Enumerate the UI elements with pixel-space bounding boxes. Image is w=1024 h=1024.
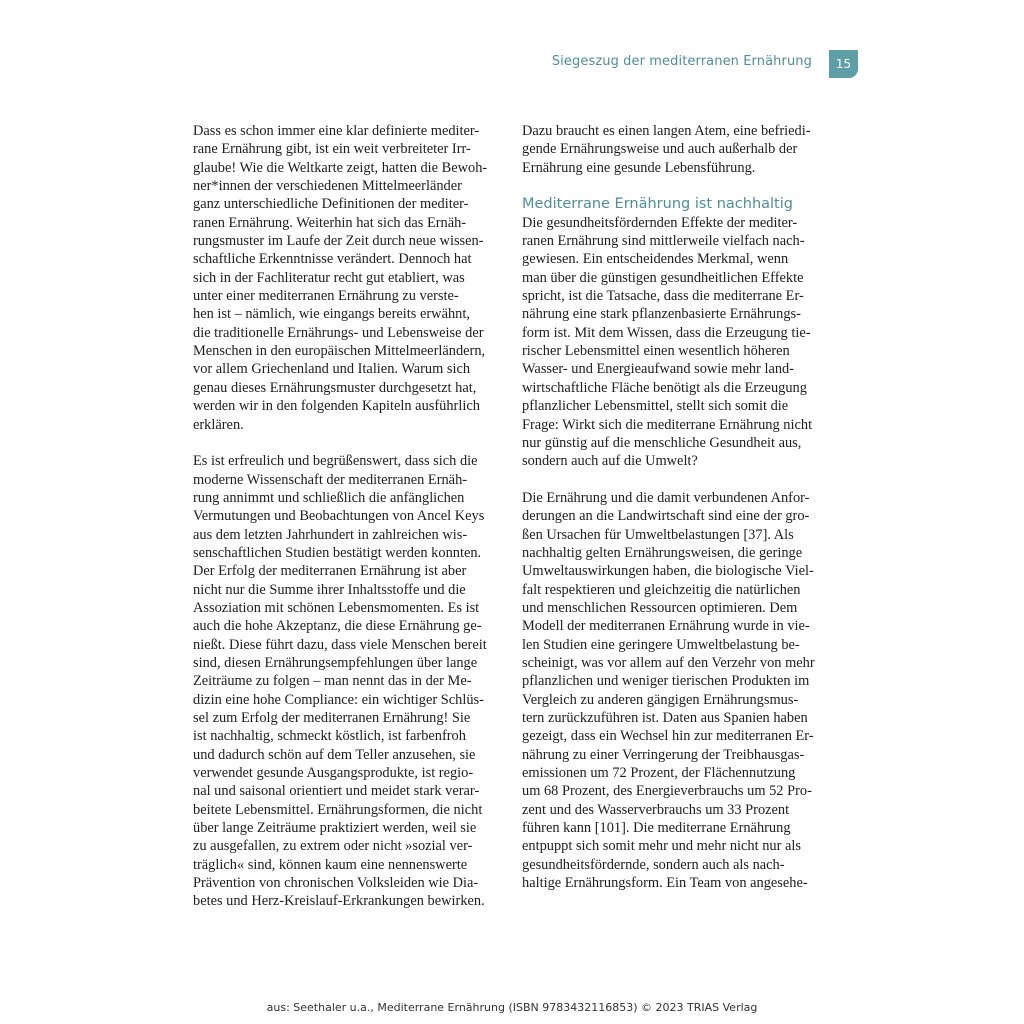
text-line: man über die günstigen gesundheitlichen Effekte (522, 269, 804, 286)
text-line: haltige Ernährungsform. Ein Team von angesehe- (522, 875, 808, 892)
text-line: Die Ernährung und die damit verbundenen Anfor- (522, 489, 810, 506)
text-line: ist nachhaltig, schmeckt köstlich, ist farbenfroh (193, 728, 466, 745)
text-line: spricht, ist die Tatsache, dass die mediterrane Er- (522, 288, 804, 305)
text-line: emissionen um 72 Prozent, der Flächennutzung (522, 765, 796, 782)
text-line: Der Erfolg der mediterranen Ernährung ist aber (193, 563, 467, 580)
text-line: falt respektieren und gleichzeitig die natürlichen (522, 581, 801, 598)
text-line: Vergleich zu anderen gängigen Ernährungsmus- (522, 691, 799, 708)
text-line: Prävention von chronischen Volksleiden wie Dia- (193, 875, 479, 892)
text-line: nießt. Diese führt dazu, dass viele Menschen bereit (193, 636, 487, 653)
text-line: unter einer mediterranen Ernährung zu verste- (193, 288, 459, 305)
text-line: nur günstig auf die menschliche Gesundheit aus, (522, 434, 802, 451)
text-line: Ernährung eine gesunde Lebensführung. (522, 159, 756, 176)
text-line: rischer Lebensmittel einen wesentlich höheren (522, 343, 790, 360)
text-line: Die gesundheitsfördernden Effekte der mediter- (522, 214, 798, 231)
text-line: nicht nur die Summe ihrer Inhaltsstoffe und die (193, 581, 466, 598)
text-line: pflanzlicher Lebensmittel, stellt sich somit die (522, 398, 789, 415)
text-line: erklären. (193, 416, 244, 433)
page-number-badge: 15 (829, 50, 858, 78)
text-line: moderne Wissenschaft der mediterranen Ernäh- (193, 471, 468, 488)
left-text-column (193, 122, 493, 911)
text-line: gesundheitsfördernde, sondern auch als nach- (522, 856, 785, 873)
text-line: ganz unterschiedliche Definitionen der mediter- (193, 196, 469, 213)
text-line: die traditionelle Ernährungs- und Lebensweise der (193, 324, 484, 341)
text-line: hen ist – nämlich, wie eingangs bereits erwähnt, (193, 306, 470, 323)
text-line: gewiesen. Ein entscheidendes Merkmal, wenn (522, 251, 789, 268)
text-line: zu ausgefallen, zu extrem oder nicht »sozial ver- (193, 838, 473, 855)
text-line: Wasser- und Energieaufwand sowie mehr land- (522, 361, 795, 378)
text-line: beitete Lebensmittel. Ernährungsformen, die nicht (193, 801, 483, 818)
text-line: scheinigt, was vor allem auf den Verzehr von mehr (522, 654, 815, 671)
text-line: derungen an die Landwirtschaft sind eine der gro- (522, 508, 810, 525)
text-line: Modell der mediterranen Ernährung wurde in vie- (522, 618, 810, 635)
text-line: ranen Ernährung sind mittlerweile vielfach nach- (522, 233, 805, 250)
text-line: zent und des Wasserverbrauchs um 33 Prozent (522, 801, 790, 818)
text-line: rung annimmt und schließlich die anfänglichen (193, 489, 465, 506)
text-line: nährung eine stark pflanzenbasierte Ernährungs- (522, 306, 801, 323)
text-line: Zeiträume zu folgen – man nennt das in der Me- (193, 673, 472, 690)
text-line: Frage: Wirkt sich die mediterrane Ernährung nicht (522, 416, 813, 433)
text-line: len Studien eine geringere Umweltbelastung be- (522, 636, 800, 653)
text-line: gezeigt, dass ein Wechsel hin zur mediterranen Er- (522, 728, 814, 745)
text-line: werden wir in den folgenden Kapiteln ausführlich (193, 398, 480, 415)
text-line: Umweltauswirkungen haben, die biologische Viel- (522, 563, 814, 580)
text-line: nachhaltig gelten Ernährungsweisen, die geringe (522, 544, 803, 561)
text-line: Dass es schon immer eine klar definierte mediter- (193, 123, 480, 139)
paragraph (522, 214, 822, 471)
text-line: wirtschaftliche Fläche benötigt als die Erzeugung (522, 379, 807, 396)
text-line: entpuppt sich somit mehr und mehr nicht nur als (522, 838, 801, 855)
text-line: über lange Zeiträume praktiziert werden, weil sie (193, 820, 477, 837)
text-line: rane Ernährung gibt, ist ein weit verbreiteter Irr- (193, 141, 471, 158)
text-line: sel zum Erfolg der mediterranen Ernährung! Sie (193, 710, 471, 726)
text-line: genau dieses Ernährungsmuster durchgesetzt hat, (193, 379, 477, 396)
text-line: form ist. Mit dem Wissen, dass die Erzeugung tie- (522, 324, 811, 341)
text-line: senschaftlichen Studien bestätigt werden konnten. (193, 544, 482, 561)
paragraph (522, 489, 822, 893)
text-line: und dadurch schön auf dem Teller anzusehen, sie (193, 746, 476, 763)
text-line: um 68 Prozent, des Energieverbrauchs um 52 Pro- (522, 783, 812, 800)
text-line: führen kann [101]. Die mediterrane Ernährung (522, 820, 791, 837)
running-head-title: Siegeszug der mediterranen Ernährung (551, 54, 812, 69)
text-line: vor allem Griechenland und Italien. Warum sich (193, 361, 471, 378)
text-line: betes und Herz-Kreislauf-Erkrankungen bewirken. (193, 893, 485, 910)
text-line: Menschen in den europäischen Mittelmeerländern, (193, 343, 486, 360)
text-line: tern zurückzuführen ist. Daten aus Spanien haben (522, 710, 808, 726)
text-line: ner*innen der verschiedenen Mittelmeerländer (193, 178, 462, 195)
text-line: verwendet gesunde Ausgangsprodukte, ist regio- (193, 765, 474, 782)
paragraph (193, 122, 493, 434)
text-line: ßen Ursachen für Umweltbelastungen [37]. Als (522, 526, 794, 543)
text-line: nal und saisonal orientiert und meidet stark verar- (193, 783, 480, 800)
text-line: Vermutungen und Beobachtungen von Ancel Keys (193, 508, 485, 525)
section-heading: Mediterrane Ernährung ist nachhaltig (522, 196, 793, 213)
text-line: träglich« sind, können kaum eine nennenswerte (193, 856, 468, 873)
right-text-column (522, 122, 822, 892)
text-line: glaube! Wie die Weltkarte zeigt, hatten die Bewoh- (193, 159, 488, 176)
text-line: und menschlichen Ressourcen optimieren. Dem (522, 599, 798, 616)
paragraph (193, 452, 493, 911)
text-line: Dazu braucht es einen langen Atem, eine befriedi- (522, 123, 811, 139)
text-line: sind, diesen Ernährungsempfehlungen über lange (193, 654, 478, 671)
text-line: nährung zu einer Verringerung der Treibhausgas- (522, 746, 805, 763)
text-line: Assoziation mit schönen Lebensmomenten. Es ist (193, 599, 480, 616)
text-line: pflanzlichen und weniger tierischen Produkten im (522, 673, 810, 690)
text-line: sondern auch auf die Umwelt? (522, 453, 698, 470)
text-line: auch die hohe Akzeptanz, die diese Ernährung ge- (193, 618, 482, 635)
text-line: ranen Ernährung. Weiterhin hat sich das Ernäh- (193, 214, 467, 231)
text-line: aus dem letzten Jahrhundert in zahlreichen wis- (193, 526, 468, 543)
source-footer: aus: Seethaler u.a., Mediterrane Ernährung (ISBN 9783432116853) © 2023 TRIAS Verlag (266, 1001, 758, 1014)
text-line: gende Ernährungsweise und auch außerhalb der (522, 141, 798, 158)
text-line: Es ist erfreulich und begrüßenswert, dass sich die (193, 453, 478, 470)
paragraph (522, 122, 822, 177)
text-line: schaftliche Erkenntnisse verändert. Dennoch hat (193, 251, 472, 268)
text-line: rungsmuster im Laufe der Zeit durch neue wissen- (193, 233, 484, 250)
text-line: sich in der Fachliteratur recht gut etabliert, was (193, 269, 465, 286)
text-line: dizin eine hohe Compliance: ein wichtiger Schlüs- (193, 691, 484, 708)
